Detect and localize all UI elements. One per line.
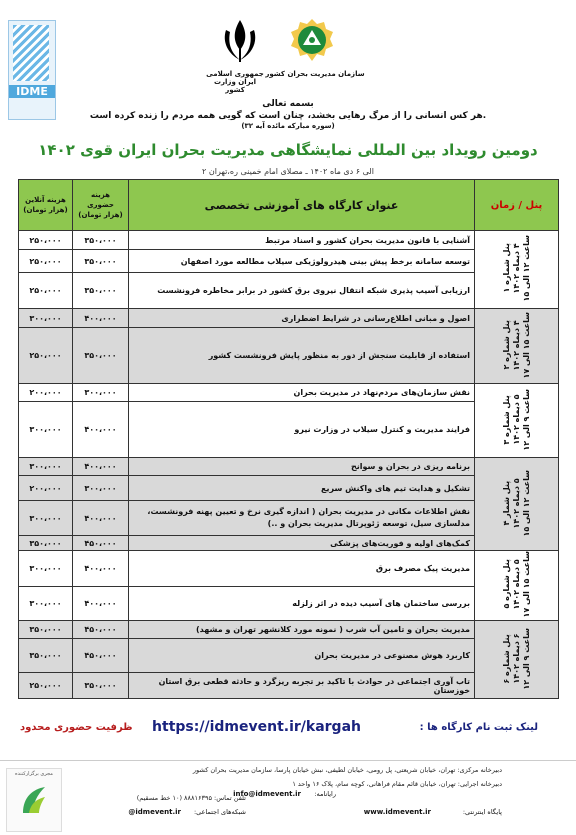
cost-in-person: ۴۰۰،۰۰۰ (73, 501, 129, 536)
cost-online: ۲۵۰،۰۰۰ (19, 328, 73, 384)
website-link[interactable]: www.idmevent.ir (363, 808, 431, 816)
cost-in-person: ۴۵۰،۰۰۰ (73, 639, 129, 673)
workshop-title: ارزیابی آسیب پذیری شبکه انتقال نیروی برق کشور در برابر مخاطره فرونشست (129, 273, 475, 309)
cost-in-person: ۳۰۰،۰۰۰ (73, 476, 129, 501)
workshop-title: آشنایی با قانون مدیریت بحران کشور و اسناد مرتبط (129, 231, 475, 250)
quote-reference: (سوره مبارکه مائده آیه ۳۲) (241, 122, 335, 130)
email-label: رایانامه: (314, 790, 336, 798)
workshop-title: استفاده از قابلیت سنجش از دور به منظور پایش فرونشست کشور (129, 328, 475, 384)
event-title: دومین رویداد بین المللی نمایشگاهی مدیریت بحران ایران قوی ۱۴۰۲ (38, 141, 538, 159)
organizer-logo (6, 768, 62, 832)
organizer-caption: مجری برگزارکننده (15, 771, 53, 777)
table-row (19, 621, 559, 639)
cost-in-person: ۴۰۰،۰۰۰ (73, 458, 129, 476)
cost-in-person: ۳۰۰،۰۰۰ (73, 384, 129, 402)
workshop-table (18, 179, 559, 699)
phone: تلفن تماس: ۸۸۸۱۶۳۹۵ (۱۰ خط مسقیم) (136, 794, 246, 802)
cost-online: ۳۰۰،۰۰۰ (19, 501, 73, 536)
workshop-title: کمک‌های اولیه و فوریت‌های پزشکی (129, 536, 475, 551)
workshop-title: توسعه سامانه برخط پیش بینی هیدرولوژیکی سیلاب مطالعه مورد اصفهان (129, 250, 475, 273)
workshop-title: تشکیل و هدایت تیم های واکنش سریع (129, 476, 475, 501)
workshop-title: برنامه ریزی در بحران و سوانح (129, 458, 475, 476)
website-label: پایگاه اینترنتی: (462, 808, 502, 816)
workshop-title: اصول و مبانی اطلاع‌رسانی در شرایط اضطراری (129, 309, 475, 328)
panel-cell (475, 384, 559, 458)
table-row (19, 551, 559, 587)
header-cost-in-person: هزینه حضوری (هزار تومان) (73, 180, 129, 231)
cost-in-person: ۳۵۰،۰۰۰ (73, 231, 129, 250)
iran-emblem-icon (218, 16, 262, 66)
workshop-title: تاب آوری اجتماعی در حوادث با تاکید بر تجربه ریزگرد و حادثه قطعی برق استان خوزستان (129, 673, 475, 699)
social-label: شبکه‌های اجتماعی: (193, 808, 246, 816)
cost-online: ۳۵۰،۰۰۰ (19, 621, 73, 639)
cost-online: ۳۰۰،۰۰۰ (19, 551, 73, 587)
panel-cell (475, 551, 559, 621)
cost-in-person: ۴۵۰،۰۰۰ (73, 621, 129, 639)
table-header-row (19, 180, 559, 231)
basmala: بسمه تعالی (262, 99, 314, 109)
registration-link[interactable]: https://idmevent.ir/kargah (152, 719, 361, 735)
workshop-title: مدیریت پیک مصرف برق (129, 551, 475, 587)
workshop-title: نقش اطلاعات مکانی در مدیریت بحران ( اندازه گیری نرخ و تعیین پهنه فرونشست، مدلسازی سیل، توسعه ژئوپرتال مدیریت بحران و ..) (129, 501, 475, 536)
organizer-logo-icon (19, 783, 49, 817)
cost-online: ۳۰۰،۰۰۰ (19, 587, 73, 621)
cost-online: ۳۰۰،۰۰۰ (19, 458, 73, 476)
idme-logo-graphic (13, 25, 49, 81)
panel-label: پنل شماره ۳ ۵ دیماه ۱۴۰۲ ساعت ۹ الی ۱۲ (501, 388, 531, 451)
exec-office-address: دبیرخانه اجرایی: تهران، خیابان قائم مقام فراهانی، کوچه سام، پلاک ۱۶ واحد ۱ (292, 780, 502, 788)
ministry-caption: جمهوری اسلامی ایران وزارت کشور (206, 70, 264, 94)
panel-label: پنل شماره ۵ ۵ دیماه ۱۴۰۲ ساعت ۱۵ الی ۱۷ (501, 551, 531, 618)
cost-in-person: ۴۵۰،۰۰۰ (73, 536, 129, 551)
idme-logo-text: IDME (9, 85, 55, 98)
cost-in-person: ۳۵۰،۰۰۰ (73, 250, 129, 273)
cost-in-person: ۳۵۰،۰۰۰ (73, 328, 129, 384)
table-row (19, 384, 559, 402)
workshop-title: بررسی ساختمان های آسیب دیده در اثر زلزله (129, 587, 475, 621)
panel-label: پنل شماره ۲ ۴ دیماه ۱۴۰۲ ساعت ۱۵ الی ۱۷ (501, 311, 531, 379)
panel-cell (475, 458, 559, 551)
cost-online: ۲۵۰،۰۰۰ (19, 250, 73, 273)
cost-in-person: ۴۰۰،۰۰۰ (73, 587, 129, 621)
cost-in-person: ۴۰۰،۰۰۰ (73, 551, 129, 587)
header-title: عنوان کارگاه های آموزشی تخصصی (129, 180, 475, 231)
cost-online: ۳۵۰،۰۰۰ (19, 639, 73, 673)
cost-online: ۲۵۰،۰۰۰ (19, 273, 73, 309)
cost-online: ۳۵۰،۰۰۰ (19, 536, 73, 551)
registration-bar (20, 720, 556, 740)
central-office-address: دبیرخانه مرکزی: تهران، خیابان شریعتی، پل رومی، خیابان لطیفی، نبش خیابان پارسا، سازمان مدیریت بحران کشور (192, 766, 502, 774)
crisis-org-emblem-icon (290, 18, 334, 62)
header-panel: پنل / زمان (475, 180, 559, 231)
panel-cell (475, 309, 559, 384)
footer-divider (0, 760, 576, 761)
social-handle[interactable]: @idmevent.ir (128, 808, 181, 816)
cost-online: ۲۵۰،۰۰۰ (19, 231, 73, 250)
cost-in-person: ۴۰۰،۰۰۰ (73, 402, 129, 458)
cost-in-person: ۴۰۰،۰۰۰ (73, 309, 129, 328)
panel-cell (475, 231, 559, 309)
quote: هر کس انسانی را از مرگ رهایی بخشد، چنان است که گویی همه مردم را زنده کرده است. (89, 111, 487, 121)
table-row (19, 231, 559, 250)
panel-label: پنل شماره ۶ ۶ دیماه ۱۴۰۲ ساعت ۹ الی ۱۲ (501, 627, 531, 690)
header-cost-online: هزینه آنلاین (هزار تومان) (19, 180, 73, 231)
table-row (19, 309, 559, 328)
panel-label: پنل شمار ۴ ۵ دیماه ۱۴۰۲ ساعت ۱۲ الی ۱۵ (501, 469, 531, 537)
panel-label: پنل شماره ۱ ۴ دیماه ۱۴۰۲ ساعت ۱۲ الی ۱۵ (501, 235, 531, 302)
cost-online: ۳۰۰،۰۰۰ (19, 309, 73, 328)
cost-online: ۳۰۰،۰۰۰ (19, 402, 73, 458)
cost-online: ۲۰۰،۰۰۰ (19, 476, 73, 501)
registration-label: لینک ثبت نام کارگاه ها : (419, 722, 538, 733)
workshop-title: فرایند مدیریت و کنترل سیلاب در وزارت نیرو (129, 402, 475, 458)
workshop-title: کاربرد هوش مصنوعی در مدیریت بحران (129, 639, 475, 673)
workshop-title: نقش سازمان‌های مردم‌نهاد در مدیریت بحران (129, 384, 475, 402)
table-row (19, 458, 559, 476)
workshop-title: مدیریت بحران و تامین آب شرب ( نمونه مورد کلانشهر تهران و مشهد) (129, 621, 475, 639)
event-date: ۲ الی ۶ دی ماه ۱۴۰۲ ـ مصلای امام خمینی ره،تهران (202, 167, 374, 176)
email-link[interactable]: info@idmevent.ir (233, 790, 301, 798)
cost-in-person: ۳۵۰،۰۰۰ (73, 673, 129, 699)
cost-in-person: ۳۵۰،۰۰۰ (73, 273, 129, 309)
cost-online: ۲۰۰،۰۰۰ (19, 384, 73, 402)
cost-online: ۲۵۰،۰۰۰ (19, 673, 73, 699)
panel-cell (475, 621, 559, 699)
capacity-note: ظرفیت حضوری محدود (20, 722, 133, 733)
org-caption: سازمان مدیریت بحران کشور (265, 70, 365, 78)
